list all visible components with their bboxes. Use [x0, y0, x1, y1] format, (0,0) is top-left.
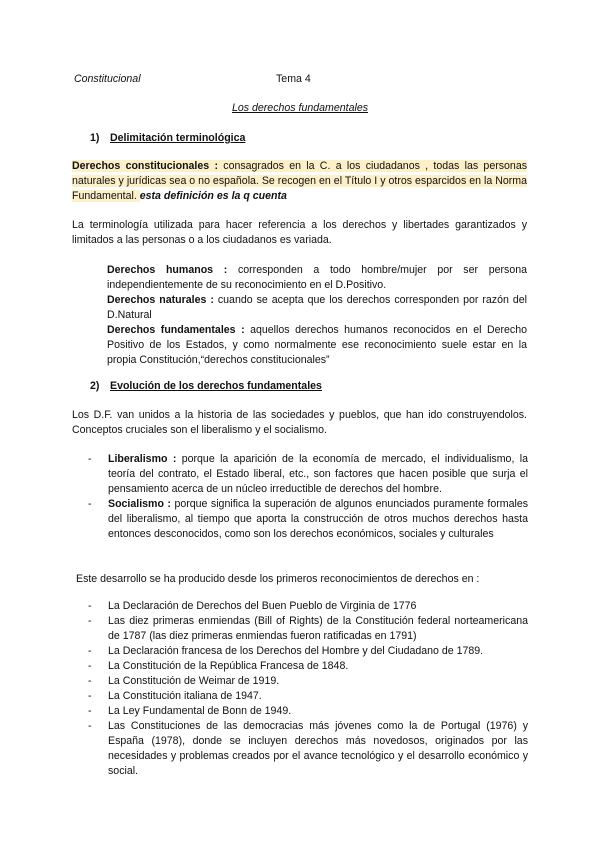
- list-item: [88, 674, 528, 689]
- page-header: [74, 72, 534, 88]
- milestone-text: Las diez primeras enmiendas (Bill of Rights) de la Constitución federal norteamericana de 1787 (las diez primeras enmiendas fueron ratificadas en 1791): [108, 615, 528, 642]
- section-1-number: 1): [90, 132, 100, 144]
- list-item: [88, 689, 528, 704]
- list-item: [88, 719, 528, 779]
- section-2-title: Evolución de los derechos fundamentales: [110, 380, 322, 392]
- definition-item: [107, 323, 527, 368]
- definition-text: aquellos derechos humanos reconocidos en el Derecho Positivo de los Estados, y como normalmente ese reconocimiento suele estar en la propia Constitución,“derechos constitucionales”: [107, 324, 527, 366]
- definitions-list: [107, 263, 527, 368]
- definition-term: Derechos constitucionales :: [72, 160, 218, 172]
- milestone-text: La Constitución italiana de 1947.: [108, 690, 262, 702]
- concept-text: porque significa la superación de algunos enunciados puramente formales del liberalismo, al tiempo que aporta la construcción de otros muchos derechos hasta entonces desconocidos, como son los derechos económicos, sociales y culturales: [108, 498, 529, 540]
- list-item: [88, 599, 528, 614]
- list-item: [88, 452, 528, 497]
- definition-term: Derechos naturales :: [107, 294, 214, 306]
- concept-text: porque la aparición de la economía de mercado, el individualismo, la teoría del contrato, el Estado liberal, etc., son factores que hacen posible que surja el pensamiento acerca de un núcleo irreductible de derechos del hombre.: [108, 453, 528, 495]
- list-item: [88, 704, 528, 719]
- milestone-text: La Constitución de la República Francesa de 1848.: [108, 660, 349, 672]
- bullet-dash: -: [88, 600, 92, 612]
- header-subject: Constitucional: [74, 73, 141, 85]
- bullet-dash: -: [88, 453, 92, 465]
- terminology-paragraph: La terminología utilizada para hacer referencia a los derechos y libertades garantizados y limitados a las personas o a los ciudadanos es variada.: [72, 219, 527, 246]
- milestone-text: Las Constituciones de las democracias más jóvenes como la de Portugal (1976) y España (1978), donde se incluyen derechos más novedosos, originados por las necesidades y problemas creados por el avance tecnológico y el desarrollo económico y social.: [108, 720, 528, 777]
- milestone-text: La Ley Fundamental de Bonn de 1949.: [108, 705, 292, 717]
- definition-term: Derechos humanos :: [107, 264, 228, 276]
- definition-item: [107, 263, 527, 293]
- bullet-dash: -: [88, 675, 92, 687]
- definition-note: esta definición es la q cuenta: [139, 190, 287, 202]
- bullet-dash: -: [88, 498, 92, 510]
- evolution-paragraph: Los D.F. van unidos a la historia de las sociedades y pueblos, que han ido construyendolos. Conceptos cruciales son el liberalismo y el socialismo.: [72, 409, 527, 436]
- list-item: [88, 644, 528, 659]
- section-1-title: Delimitación terminológica: [110, 132, 246, 144]
- definition-constitucionales: [72, 159, 527, 204]
- milestones-list: [88, 599, 528, 779]
- bullet-dash: -: [88, 660, 92, 672]
- list-item: [88, 497, 528, 542]
- concept-term: Socialismo :: [108, 498, 171, 510]
- milestone-text: La Constitución de Weimar de 1919.: [108, 675, 280, 687]
- header-tema: Tema 4: [276, 73, 311, 85]
- bullet-dash: -: [88, 645, 92, 657]
- definition-text: corresponden a todo hombre/mujer por ser persona independientemente de su reconocimiento en el D.Positivo.: [107, 264, 527, 291]
- document-title: Los derechos fundamentales: [231, 102, 369, 114]
- bullet-dash: -: [88, 720, 92, 732]
- bullet-dash: -: [88, 705, 92, 717]
- list-item: [88, 659, 528, 674]
- milestone-text: La Declaración de Derechos del Buen Pueblo de Virginia de 1776: [108, 600, 417, 612]
- definition-term: Derechos fundamentales :: [107, 324, 245, 336]
- section-2-heading: [90, 379, 322, 394]
- definition-text: cuando se acepta que los derechos corresponden por razón del D.Natural: [107, 294, 527, 321]
- concept-term: Liberalismo :: [108, 453, 177, 465]
- section-2-number: 2): [90, 380, 100, 392]
- definition-text: consagrados en la C. a los ciudadanos , todas las personas naturales y jurídicas sea o no española. Se recogen en el Título I y otros esparcidos en la Norma Fundamental.: [72, 160, 528, 202]
- section-1-heading: [90, 131, 245, 146]
- list-item: [88, 614, 528, 644]
- development-intro: Este desarrollo se ha producido desde los primeros reconocimientos de derechos en :: [76, 573, 480, 585]
- concepts-list: [88, 452, 528, 542]
- bullet-dash: -: [88, 690, 92, 702]
- definition-item: [107, 293, 527, 323]
- bullet-dash: -: [88, 615, 92, 627]
- milestone-text: La Declaración francesa de los Derechos del Hombre y del Ciudadano de 1789.: [108, 645, 484, 657]
